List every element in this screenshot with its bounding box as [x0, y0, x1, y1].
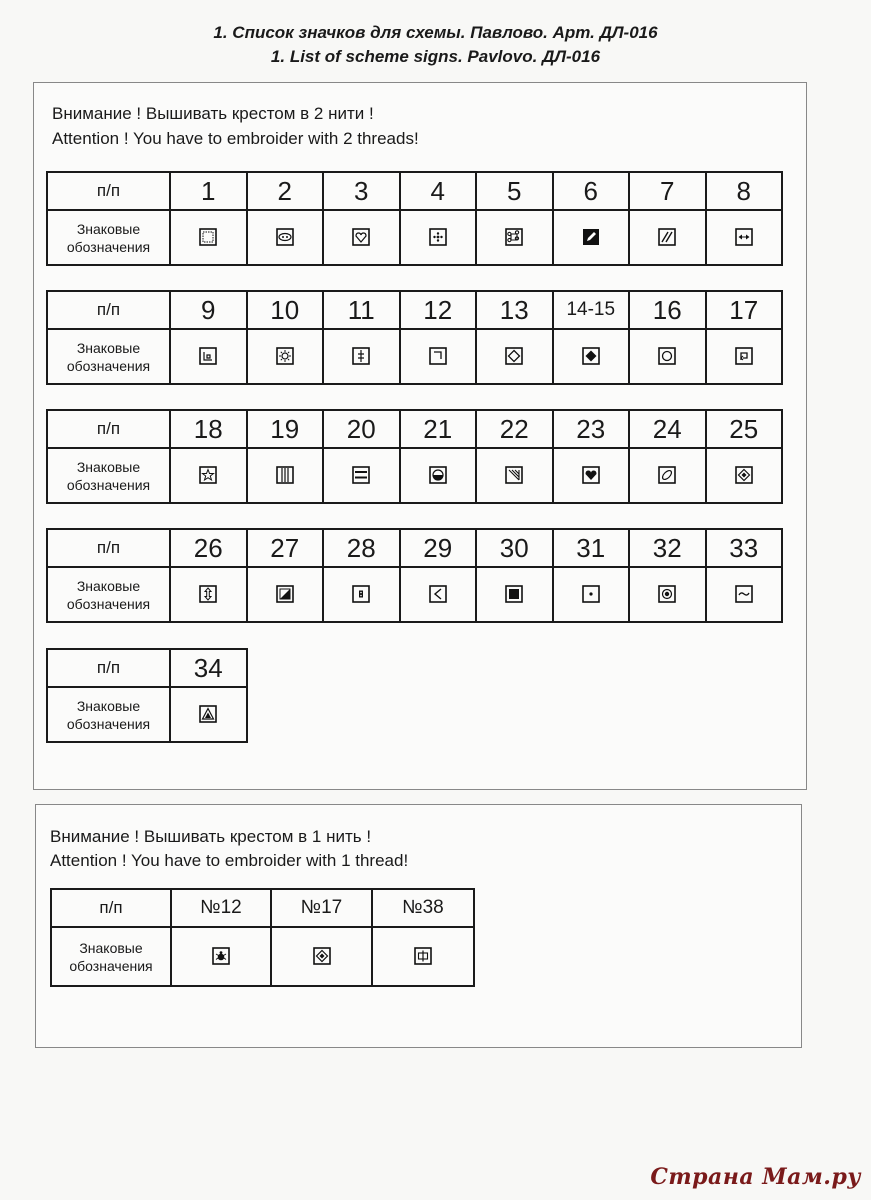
page-title-en: 1. List of scheme signs. Pavlovo. ДЛ-016 — [270, 47, 601, 66]
sign-cell — [706, 210, 783, 265]
attention-note-en-2: Attention ! You have to embroider with 1 thread! — [50, 851, 409, 870]
sign-cell — [553, 567, 630, 622]
sign-cell — [247, 448, 324, 503]
half-circle-icon — [429, 466, 447, 484]
sign-cell — [553, 448, 630, 503]
sign-cell — [476, 567, 553, 622]
tilde-icon — [735, 585, 753, 603]
star-outline-icon — [199, 466, 217, 484]
sign-cell — [170, 687, 247, 742]
small-dot-box-icon — [352, 585, 370, 603]
double-arrow-icon — [735, 228, 753, 246]
row-label-pp: п/п — [47, 172, 170, 210]
sign-label-line-1: Знаковые — [76, 458, 141, 475]
sign-number: 8 — [706, 172, 783, 210]
sign-cell — [170, 567, 247, 622]
row-label-signs — [47, 567, 170, 622]
sign-number: 20 — [323, 410, 400, 448]
bug-icon — [212, 947, 230, 965]
row-label-pp: п/п — [47, 649, 170, 687]
sign-number: 4 — [400, 172, 477, 210]
signs-table-2 — [46, 290, 783, 385]
sign-cell — [372, 927, 474, 986]
sign-cell — [323, 567, 400, 622]
sign-cell — [476, 329, 553, 384]
row-label-pp: п/п — [47, 529, 170, 567]
sign-label-line-2: обозначения — [66, 476, 151, 493]
sign-number: 32 — [629, 529, 706, 567]
signs-table-4 — [46, 528, 783, 623]
sign-label-line-2: обозначения — [66, 595, 151, 612]
diamond-outline-icon — [505, 347, 523, 365]
sign-cell — [706, 567, 783, 622]
sign-cell — [629, 210, 706, 265]
sign-number: №17 — [271, 889, 372, 927]
up-down-arrow-icon — [199, 585, 217, 603]
heart-outline-icon — [352, 228, 370, 246]
row-label-signs — [51, 927, 171, 986]
sign-cell — [400, 329, 477, 384]
sign-number: 2 — [247, 172, 324, 210]
sign-number: №12 — [171, 889, 271, 927]
sign-cell — [476, 210, 553, 265]
left-angle-icon — [429, 585, 447, 603]
corner-icon — [429, 347, 447, 365]
half-triangle-icon — [276, 585, 294, 603]
sign-number: 19 — [247, 410, 324, 448]
row-label-signs — [47, 448, 170, 503]
row-label-signs — [47, 329, 170, 384]
sign-number: 7 — [629, 172, 706, 210]
filled-square-icon — [505, 585, 523, 603]
diamond-in-square-icon — [313, 947, 331, 965]
sign-number: 6 — [553, 172, 630, 210]
circle-outline-icon — [658, 347, 676, 365]
sign-cell — [629, 567, 706, 622]
flower-icon — [429, 228, 447, 246]
sign-label-line-2: обозначения — [66, 357, 151, 374]
attention-note-ru-2: Внимание ! Вышивать крестом в 1 нить ! — [50, 827, 372, 846]
row-label-pp: п/п — [47, 410, 170, 448]
signs-table-1 — [46, 171, 783, 266]
sign-number: 31 — [553, 529, 630, 567]
sign-number: 25 — [706, 410, 783, 448]
horizontal-bars-icon — [352, 466, 370, 484]
watermark: Страна Мам.ру — [650, 1164, 861, 1190]
sign-cell — [323, 210, 400, 265]
slanted-oval-icon — [658, 466, 676, 484]
oval-dots-icon — [276, 228, 294, 246]
sign-label-line-2: обозначения — [66, 238, 151, 255]
row-label-signs — [47, 210, 170, 265]
sign-number: 23 — [553, 410, 630, 448]
signs-table-one-thread — [50, 888, 475, 987]
sign-cell — [323, 448, 400, 503]
sign-number: 22 — [476, 410, 553, 448]
sign-cell — [400, 448, 477, 503]
sign-cell — [170, 329, 247, 384]
page-title-ru: 1. Список значков для схемы. Павлово. Арт. ДЛ-016 — [213, 23, 658, 42]
sign-cell — [247, 210, 324, 265]
sign-number: 5 — [476, 172, 553, 210]
sign-label-line-1: Знаковые — [76, 339, 141, 356]
row-label-pp: п/п — [51, 889, 171, 927]
sign-cell — [171, 927, 271, 986]
sign-number: 12 — [400, 291, 477, 329]
sign-cell — [706, 329, 783, 384]
sign-number: 16 — [629, 291, 706, 329]
chinese-char-icon — [414, 947, 432, 965]
attention-note-en: Attention ! You have to embroider with 2 threads! — [52, 129, 419, 148]
sign-label-line-1: Знаковые — [76, 220, 141, 237]
vertical-bars-icon — [276, 466, 294, 484]
target-icon — [658, 585, 676, 603]
signs-table-3 — [46, 409, 783, 504]
sign-label-line-1: Знаковые — [76, 577, 141, 594]
sign-number: 11 — [323, 291, 400, 329]
sign-cell — [706, 448, 783, 503]
row-label-signs — [47, 687, 170, 742]
diagonal-slash-icon — [658, 228, 676, 246]
sign-label-line-2: обозначения — [66, 715, 151, 732]
sign-cell — [271, 927, 372, 986]
diagonal-hatch-icon — [505, 466, 523, 484]
sign-cell — [476, 448, 553, 503]
sun-icon — [276, 347, 294, 365]
sign-number: 9 — [170, 291, 247, 329]
sign-cell — [629, 448, 706, 503]
center-dot-icon — [582, 585, 600, 603]
sign-cell — [170, 210, 247, 265]
sign-label-line-2: обозначения — [69, 957, 153, 974]
signs-table-5 — [46, 648, 248, 743]
nested-square-icon — [199, 347, 217, 365]
return-arrow-icon — [735, 347, 753, 365]
sign-cell — [247, 329, 324, 384]
cross-bar-icon — [352, 347, 370, 365]
sign-number: 18 — [170, 410, 247, 448]
sign-number: 33 — [706, 529, 783, 567]
sign-number: 13 — [476, 291, 553, 329]
triangle-icon — [199, 705, 217, 723]
diamond-filled-icon — [582, 347, 600, 365]
dotted-square-icon — [199, 228, 217, 246]
sign-number: 1 — [170, 172, 247, 210]
sign-number: 3 — [323, 172, 400, 210]
sign-label-line-1: Знаковые — [79, 939, 143, 956]
sign-number: 21 — [400, 410, 477, 448]
sign-number: 24 — [629, 410, 706, 448]
sign-number: 27 — [247, 529, 324, 567]
sign-cell — [323, 329, 400, 384]
pencil-icon — [582, 228, 600, 246]
sign-cell — [400, 210, 477, 265]
sign-number: 10 — [247, 291, 324, 329]
diamond-in-square-icon — [735, 466, 753, 484]
sign-cell — [247, 567, 324, 622]
sign-number: 29 — [400, 529, 477, 567]
sign-number: 28 — [323, 529, 400, 567]
sign-cell — [553, 210, 630, 265]
sign-cell — [553, 329, 630, 384]
sign-cell — [400, 567, 477, 622]
sign-number: 34 — [170, 649, 247, 687]
sign-number: 26 — [170, 529, 247, 567]
heart-filled-icon — [582, 466, 600, 484]
sign-cell — [629, 329, 706, 384]
row-label-pp: п/п — [47, 291, 170, 329]
sign-label-line-1: Знаковые — [76, 697, 141, 714]
sign-number: 17 — [706, 291, 783, 329]
command-knot-icon — [505, 228, 523, 246]
attention-note-ru: Внимание ! Вышивать крестом в 2 нити ! — [52, 104, 374, 123]
sign-cell — [170, 448, 247, 503]
sign-number: 30 — [476, 529, 553, 567]
sign-number: №38 — [372, 889, 474, 927]
sign-number: 14-15 — [553, 291, 630, 329]
